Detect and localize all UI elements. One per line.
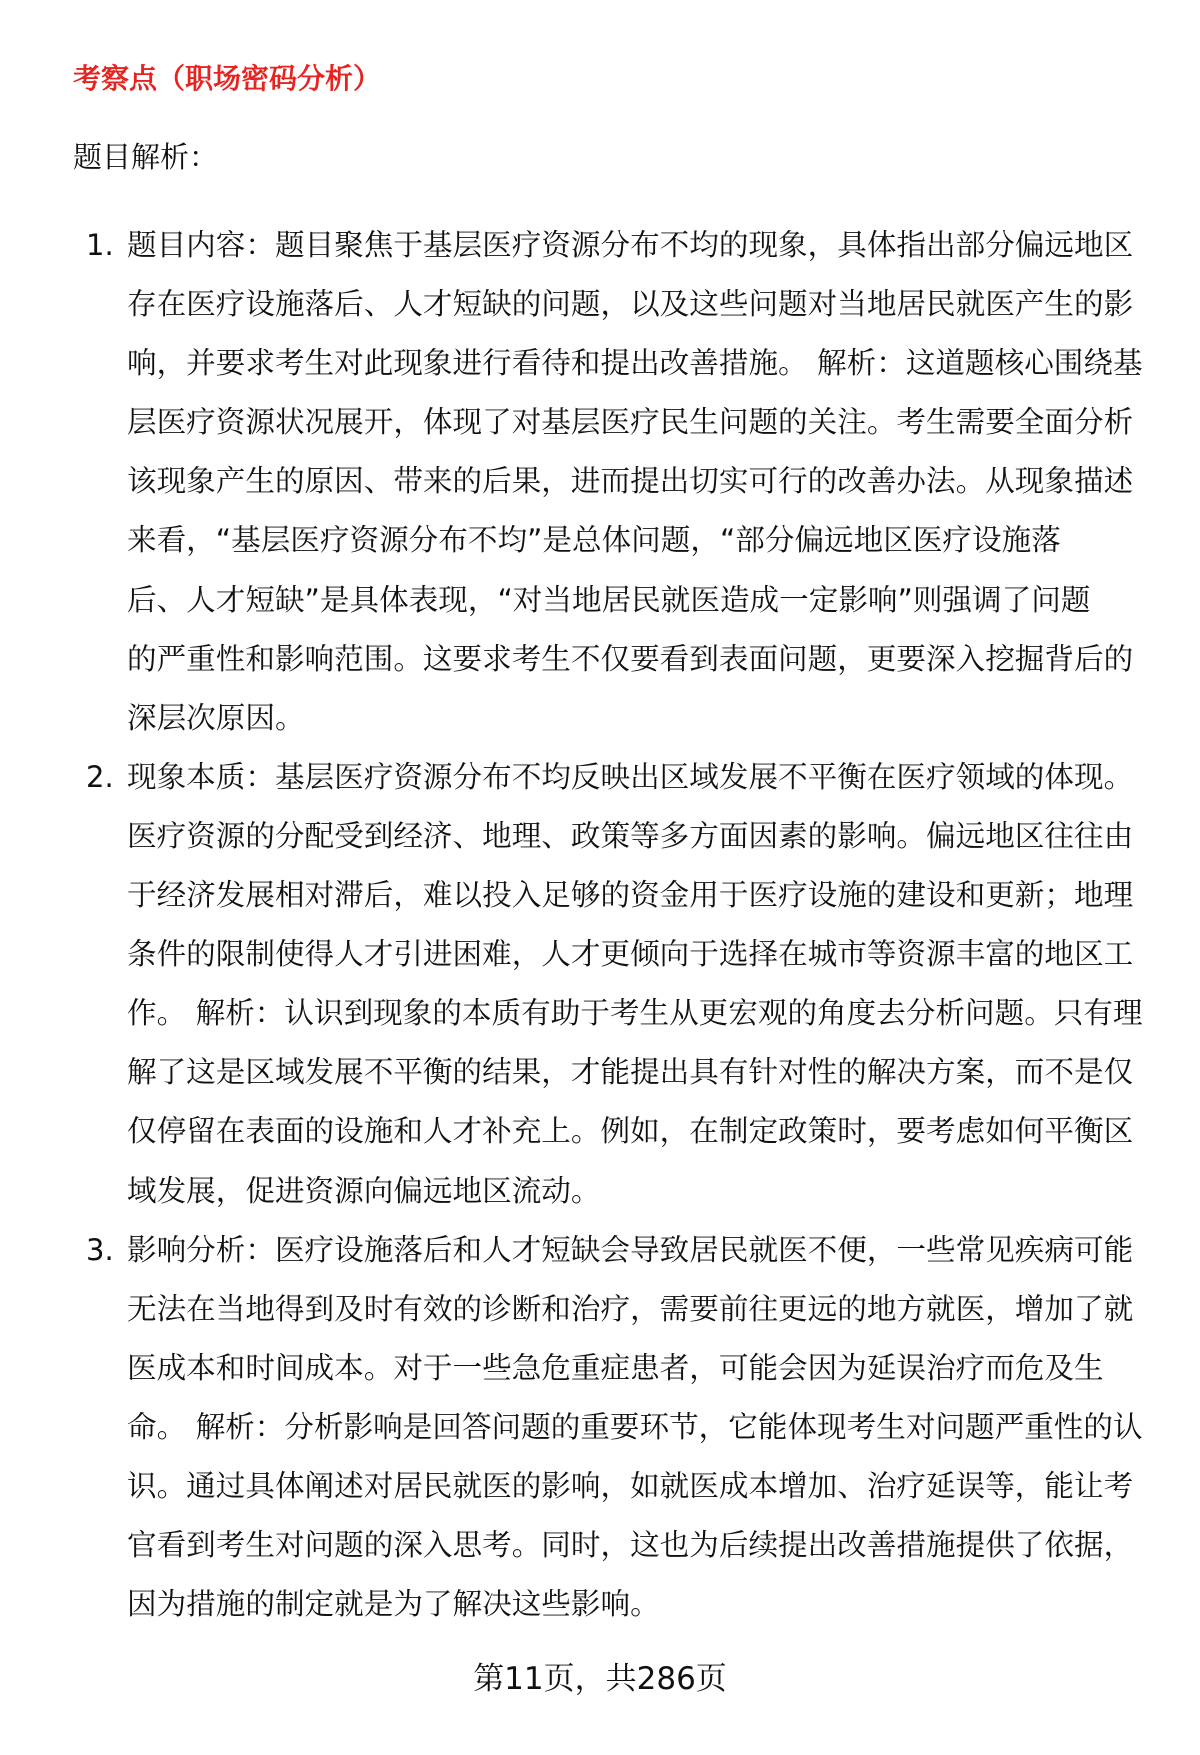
paragraph-line: 无法在当地得到及时有效的诊断和治疗，需要前往更远的地方就医，增加了就: [127, 1291, 1134, 1326]
section-title: 考察点（职场密码分析）: [73, 62, 382, 95]
paragraph-line: 该现象产生的原因、带来的后果，进而提出切实可行的改善办法。从现象描述: [127, 464, 1134, 499]
list-item-number: 3.: [86, 1232, 114, 1267]
paragraph-line: 后、人才短缺”是具体表现，“对当地居民就医造成一定影响”则强调了问题: [127, 582, 1091, 617]
paragraph-line: 来看，“基层医疗资源分布不均”是总体问题，“部分偏远地区医疗设施落: [127, 523, 1061, 558]
paragraph-line: 域发展，促进资源向偏远地区流动。: [127, 1173, 601, 1208]
paragraph-line: 解了这是区域发展不平衡的结果，才能提出具有针对性的解决方案，而不是仅: [127, 1055, 1134, 1090]
paragraph-line: 存在医疗设施落后、人才短缺的问题，以及这些问题对当地居民就医产生的影: [127, 287, 1134, 322]
analysis-list: [0, 216, 1200, 1634]
paragraph-line: 因为措施的制定就是为了解决这些影响。: [127, 1587, 660, 1622]
list-item: [0, 748, 1200, 1221]
paragraph-line: 于经济发展相对滞后，难以投入足够的资金用于医疗设施的建设和更新；地理: [127, 878, 1134, 913]
analysis-heading: 题目解析：: [73, 140, 219, 174]
page-number: 第11页，共286页: [473, 1661, 727, 1697]
paragraph-line: 响，并要求考生对此现象进行看待和提出改善措施。 解析：这道题核心围绕基: [127, 346, 1143, 381]
list-item: [0, 216, 1200, 748]
list-item-number: 2.: [86, 759, 114, 794]
paragraph-line: 命。 解析：分析影响是回答问题的重要环节，它能体现考生对问题严重性的认: [127, 1409, 1143, 1444]
paragraph-line: 仅停留在表面的设施和人才补充上。例如，在制定政策时，要考虑如何平衡区: [127, 1114, 1134, 1149]
list-item-number: 1.: [86, 228, 114, 262]
paragraph-line: 深层次原因。: [127, 700, 305, 735]
paragraph-line: 现象本质：基层医疗资源分布不均反映出区域发展不平衡在医疗领域的体现。: [127, 759, 1134, 794]
paragraph-line: 医成本和时间成本。对于一些急危重症患者，可能会因为延误治疗而危及生: [127, 1350, 1104, 1385]
list-item: [0, 1221, 1200, 1635]
paragraph-line: 条件的限制使得人才引进困难，人才更倾向于选择在城市等资源丰富的地区工: [127, 937, 1134, 972]
paragraph-line: 层医疗资源状况展开，体现了对基层医疗民生问题的关注。考生需要全面分析: [127, 405, 1134, 440]
paragraph-line: 的严重性和影响范围。这要求考生不仅要看到表面问题，更要深入挖掘背后的: [127, 641, 1134, 676]
paragraph-line: 识。通过具体阐述对居民就医的影响，如就医成本增加、治疗延误等，能让考: [127, 1468, 1134, 1503]
paragraph-line: 影响分析：医疗设施落后和人才短缺会导致居民就医不便，一些常见疾病可能: [127, 1232, 1134, 1267]
paragraph-line: 官看到考生对问题的深入思考。同时，这也为后续提出改善措施提供了依据，: [127, 1528, 1134, 1563]
paragraph-line: 作。 解析：认识到现象的本质有助于考生从更宏观的角度去分析问题。只有理: [127, 996, 1143, 1031]
paragraph-line: 题目内容：题目聚焦于基层医疗资源分布不均的现象，具体指出部分偏远地区: [127, 228, 1134, 262]
paragraph-line: 医疗资源的分配受到经济、地理、政策等多方面因素的影响。偏远地区往往由: [127, 818, 1134, 853]
